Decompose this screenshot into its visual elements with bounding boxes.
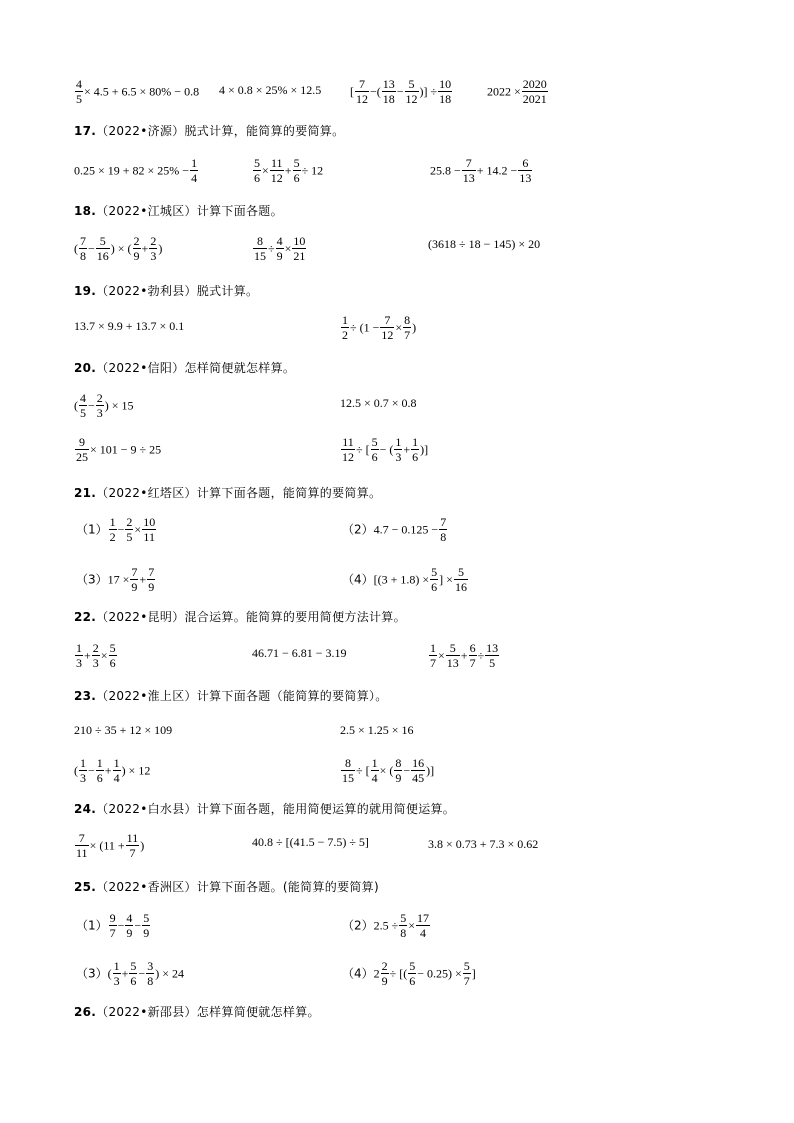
question-20: 20.（2022•信阳）怎样简便就怎样算。 [74,361,296,375]
expr-18-3: (3618 ÷ 18 − 145) × 20 [428,237,541,251]
expr-23-4: $\frac{8}{15}$ ÷ [ $\frac{1}{4}$ × ( $\frac{8}{9}$ − $\frac{16}{45}$ )] [342,756,435,785]
expr-21-4: （4）[(3 + 1.8) × $\frac{5}{6}$ ] × $\frac{5}{16}$ [342,565,467,594]
expr-25-4: （4）2 $\frac{2}{9}$ ÷ [( $\frac{5}{6}$ − 0.25) × $\frac{5}{7}$ ] [342,959,476,988]
expr-20-1: ( $\frac{4}{5}$ − $\frac{2}{3}$ ) × 15 [74,391,134,420]
expr-23-2: 2.5 × 1.25 × 16 [340,723,414,737]
expr-24-3: 3.8 × 0.73 + 7.3 × 0.62 [428,837,539,851]
question-23: 23.（2022•淮上区）计算下面各题（能简算的要简算）。 [74,689,388,703]
question-17: 17.（2022•济源）脱式计算，能简算的要简算。 [74,124,345,138]
question-26: 26.（2022•新邵县）怎样算简便就怎样算。 [74,1005,320,1019]
expr-24-1: $\frac{7}{11}$ × (11 + $\frac{11}{7}$ ) [76,831,145,860]
expr-23-1: 210 ÷ 35 + 12 × 109 [74,723,173,737]
expr-22-3: $\frac{1}{7}$ × $\frac{5}{13}$ + $\frac{6}{7}$ ÷ $\frac{13}{5}$ [430,641,499,670]
expr-23-3: ( $\frac{1}{3}$ − $\frac{1}{6}$ + $\frac{1}{4}$ ) × 12 [74,756,151,785]
expr-17-2: $\frac{5}{6}$ × $\frac{11}{12}$ + $\frac{5}{6}$ ÷ 12 [254,156,324,185]
question-24: 24.（2022•白水县）计算下面各题，能用简便运算的就用简便运算。 [74,802,456,816]
question-22: 22.（2022•昆明）混合运算。能简算的要用简便方法计算。 [74,610,406,624]
expr-row-0-3: [ $\frac{7}{12}$ −( $\frac{13}{18}$ − $\frac{5}{12}$ )] ÷ $\frac{10}{18}$ [350,77,452,106]
expr-18-2: $\frac{8}{15}$ ÷ $\frac{4}{9}$ × $\frac{10}{21}$ [254,234,306,263]
expr-21-3: （3）17 × $\frac{7}{9}$ + $\frac{7}{9}$ [76,565,155,594]
expr-17-3: 25.8 − $\frac{7}{13}$ + 14.2 − $\frac{6}{13}$ [430,156,532,185]
question-19: 19.（2022•勃利县）脱式计算。 [74,284,259,298]
fraction: $\frac{4}{5}$ [76,77,82,106]
expr-25-3: （3）( $\frac{1}{3}$ + $\frac{5}{6}$ − $\frac{3}{8}$ ) × 24 [76,959,184,988]
expr-18-1: ( $\frac{7}{8}$ − $\frac{5}{16}$ ) × ( $\frac{2}{9}$ + $\frac{2}{3}$ ) [74,234,163,263]
expr-21-2: （2）4.7 − 0.125 − $\frac{7}{8}$ [342,515,447,544]
expr-22-2: 46.71 − 6.81 − 3.19 [252,646,347,660]
expr-row-0-1: $\frac{4}{5}$ × 4.5 + 6.5 × 80% − 0.8 [76,77,200,106]
expr-row-0-2: 4 × 0.8 × 25% × 12.5 [219,83,322,97]
expr-24-2: 40.8 ÷ [(41.5 − 7.5) ÷ 5] [252,835,369,849]
expr-17-1: 0.25 × 19 + 82 × 25% − $\frac{1}{4}$ [74,156,198,185]
expr-20-4: $\frac{11}{12}$ ÷ [ $\frac{5}{6}$ − ( $\frac{1}{3}$ + $\frac{1}{6}$ )] [342,435,429,464]
question-18: 18.（2022•江城区）计算下面各题。 [74,204,283,218]
expr-25-2: （2）2.5 ÷ $\frac{5}{8}$ × $\frac{17}{4}$ [342,911,430,940]
expr-19-1: 13.7 × 9.9 + 13.7 × 0.1 [74,319,185,333]
expr-row-0-4: 2022 × $\frac{2020}{2021}$ [487,77,547,106]
expr-19-2: $\frac{1}{2}$ ÷ (1 − $\frac{7}{12}$ × $\frac{8}{7}$ ) [342,313,417,342]
question-21: 21.（2022•红塔区）计算下面各题，能简算的要简算。 [74,486,382,500]
question-25: 25.（2022•香洲区）计算下面各题。(能简算的要简算) [74,880,379,894]
expr-21-1: （1） $\frac{1}{2}$ − $\frac{2}{5}$ × $\frac{10}{11}$ [76,515,156,544]
expr-20-3: $\frac{9}{25}$ × 101 − 9 ÷ 25 [76,435,162,464]
expr-25-1: （1） $\frac{9}{7}$ − $\frac{4}{9}$ − $\frac{5}{9}$ [76,911,150,940]
expr-20-2: 12.5 × 0.7 × 0.8 [340,396,417,410]
expr-22-1: $\frac{1}{3}$ + $\frac{2}{3}$ × $\frac{5}{6}$ [76,641,116,670]
